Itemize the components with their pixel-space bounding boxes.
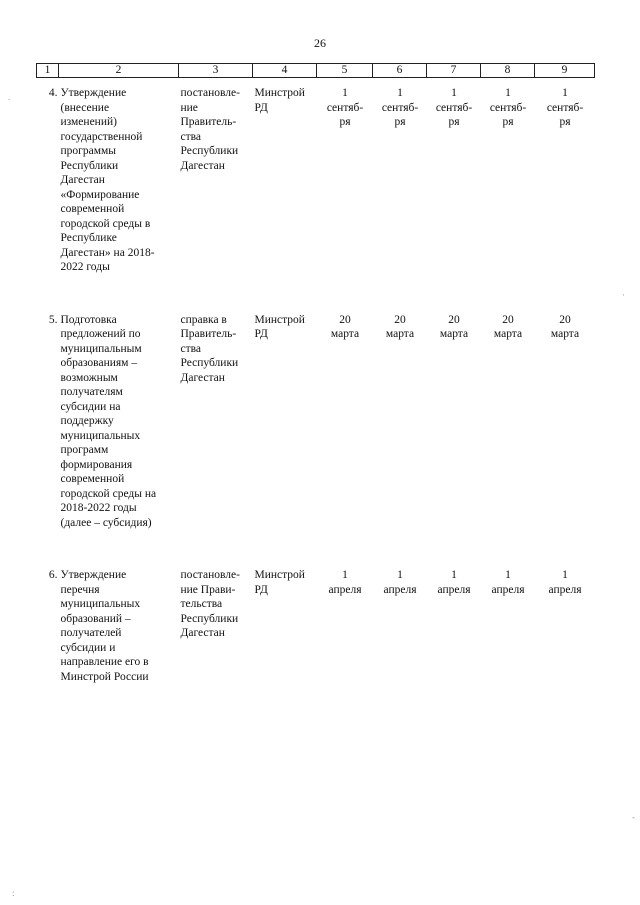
deadline-cell: 1 апреля (491, 569, 525, 596)
event-cell: Утверждение перечня муниципальных образований – получателей субсидии и направление его в Минстрой России (60, 569, 149, 683)
event-cell: Подготовка предложений по муниципальным образованиям – возможным получателям субсидии на поддержку муниципальных программ формирования современной городской среды на 2018-2022 годы (далее – субсидия) (60, 313, 157, 529)
deadline-cell: 1 апреля (548, 569, 582, 596)
row-number: 4. (48, 87, 58, 99)
document-cell: постановле- ние Правитель- ства Республики Дагестан (180, 87, 240, 172)
responsible-cell: Минстрой РД (254, 87, 305, 114)
row-number: 6. (48, 569, 58, 581)
deadline-cell: 1 сентяб- ря (326, 87, 364, 128)
table-row (37, 78, 595, 305)
deadline-cell: 1 сентяб- ря (435, 87, 473, 128)
deadline-cell: 20 марта (385, 313, 415, 340)
deadline-cell: 1 апреля (437, 569, 471, 596)
scan-speck: · (622, 290, 625, 300)
document-cell: справка в Правитель- ства Республики Дагестан (180, 313, 239, 384)
responsible-cell: Минстрой РД (254, 313, 305, 340)
page-number: 26 (314, 36, 326, 50)
deadline-cell: 20 марта (330, 313, 360, 340)
header-cell: 8 (481, 64, 535, 78)
table-row (37, 305, 595, 561)
deadline-cell: 20 марта (550, 313, 580, 340)
scan-speck: . (8, 92, 11, 102)
deadline-cell: 1 сентяб- ря (381, 87, 419, 128)
table-header-row (37, 64, 595, 78)
header-cell: 6 (373, 64, 427, 78)
scan-speck: - (632, 812, 635, 822)
header-cell: 1 (37, 64, 59, 78)
header-cell: 3 (179, 64, 253, 78)
event-cell: Утверждение (внесение изменений) государственной программы Республики Дагестан «Формирование современной городской среды в Республике Дагестан» на 2018- 2022 годы (60, 87, 155, 273)
deadline-cell: 20 марта (439, 313, 469, 340)
header-cell: 9 (535, 64, 595, 78)
deadline-cell: 1 апреля (328, 569, 362, 596)
table-row (37, 560, 595, 714)
row-number: 5. (48, 313, 58, 326)
document-cell: постановле- ние Прави- тельства Республики Дагестан (180, 569, 240, 639)
deadline-cell: 1 сентяб- ря (546, 87, 584, 128)
header-cell: 5 (317, 64, 373, 78)
header-cell: 4 (253, 64, 317, 78)
header-cell: 7 (427, 64, 481, 78)
deadline-cell: 20 марта (493, 313, 523, 340)
schedule-table (36, 63, 595, 714)
scan-speck: : (12, 888, 15, 898)
deadline-cell: 1 апреля (383, 569, 417, 596)
header-cell: 2 (59, 64, 179, 78)
responsible-cell: Минстрой РД (254, 569, 305, 596)
deadline-cell: 1 сентяб- ря (489, 87, 527, 128)
